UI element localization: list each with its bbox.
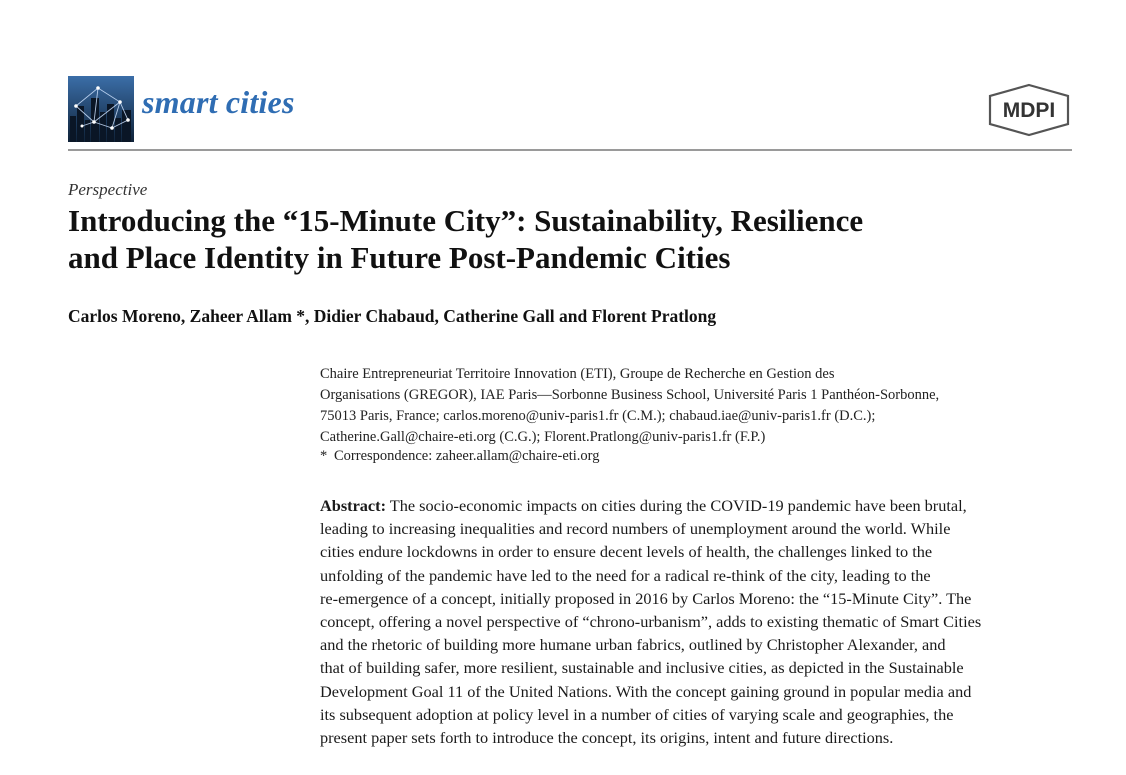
abstract-line: unfolding of the pandemic have led to the need for a radical re-think of the city, leading to the bbox=[320, 565, 931, 585]
correspondence-mark: * bbox=[320, 448, 328, 464]
abstract-line: and the rhetoric of building more humane urban fabrics, outlined by Christopher Alexander, and bbox=[320, 635, 946, 655]
abstract-label: Abstract: bbox=[320, 496, 387, 515]
article-title bbox=[68, 202, 1068, 276]
title-line: Introducing the “15-Minute City”: Sustainability, Resilience bbox=[68, 203, 864, 238]
abstract-first-line: The socio-economic impacts on cities during the COVID-19 pandemic have been brutal, bbox=[389, 496, 967, 515]
header-divider bbox=[68, 149, 1072, 151]
abstract-line: present paper sets forth to introduce the concept, its origins, intent and future directions. bbox=[320, 728, 894, 748]
abstract-line: that of building safer, more resilient, sustainable and inclusive cities, as depicted in the Sustainable bbox=[320, 658, 964, 678]
title-line: and Place Identity in Future Post-Pandemic Cities bbox=[68, 240, 731, 275]
affiliation-line: Organisations (GREGOR), IAE Paris—Sorbonne Business School, Université Paris 1 Panthéon-Sorbonne, bbox=[320, 387, 940, 403]
journal-header bbox=[68, 70, 1072, 150]
affiliation-line: Chaire Entrepreneuriat Territoire Innovation (ETI), Groupe de Recherche en Gestion des bbox=[320, 366, 835, 382]
affiliation-line: 75013 Paris, France; carlos.moreno@univ-paris1.fr (C.M.); chabaud.iae@univ-paris1.fr (D.C.); bbox=[320, 408, 876, 424]
affiliation-line: Catherine.Gall@chaire-eti.org (C.G.); Florent.Pratlong@univ-paris1.fr (F.P.) bbox=[320, 429, 766, 445]
affiliations bbox=[320, 364, 1080, 448]
abstract-line bbox=[320, 494, 1080, 517]
abstract-line: cities endure lockdowns in order to ensure decent levels of health, the challenges linked to the bbox=[320, 542, 933, 562]
abstract bbox=[320, 494, 1080, 749]
abstract-line: leading to increasing inequalities and record numbers of unemployment around the world. While bbox=[320, 519, 951, 539]
smart-cities-logo-icon bbox=[68, 76, 134, 142]
mdpi-logo-icon bbox=[986, 82, 1072, 138]
journal-name: smart cities bbox=[142, 84, 295, 120]
publisher-name: MDPI bbox=[1002, 99, 1056, 122]
correspondence bbox=[320, 448, 600, 465]
abstract-line: re-emergence of a concept, initially proposed in 2016 by Carlos Moreno: the “15-Minute City”. The bbox=[320, 588, 972, 608]
correspondence-text: Correspondence: zaheer.allam@chaire-eti.org bbox=[334, 448, 600, 464]
abstract-line: concept, offering a novel perspective of “chrono-urbanism”, adds to existing thematic of Smart Cities bbox=[320, 612, 982, 632]
article-type: Perspective bbox=[68, 180, 148, 199]
abstract-line: Development Goal 11 of the United Nations. With the concept gaining ground in popular media and bbox=[320, 681, 972, 701]
abstract-line: its subsequent adoption at policy level in a number of cities of varying scale and geographies, the bbox=[320, 704, 954, 724]
author-list: Carlos Moreno, Zaheer Allam *, Didier Chabaud, Catherine Gall and Florent Pratlong bbox=[68, 306, 717, 326]
